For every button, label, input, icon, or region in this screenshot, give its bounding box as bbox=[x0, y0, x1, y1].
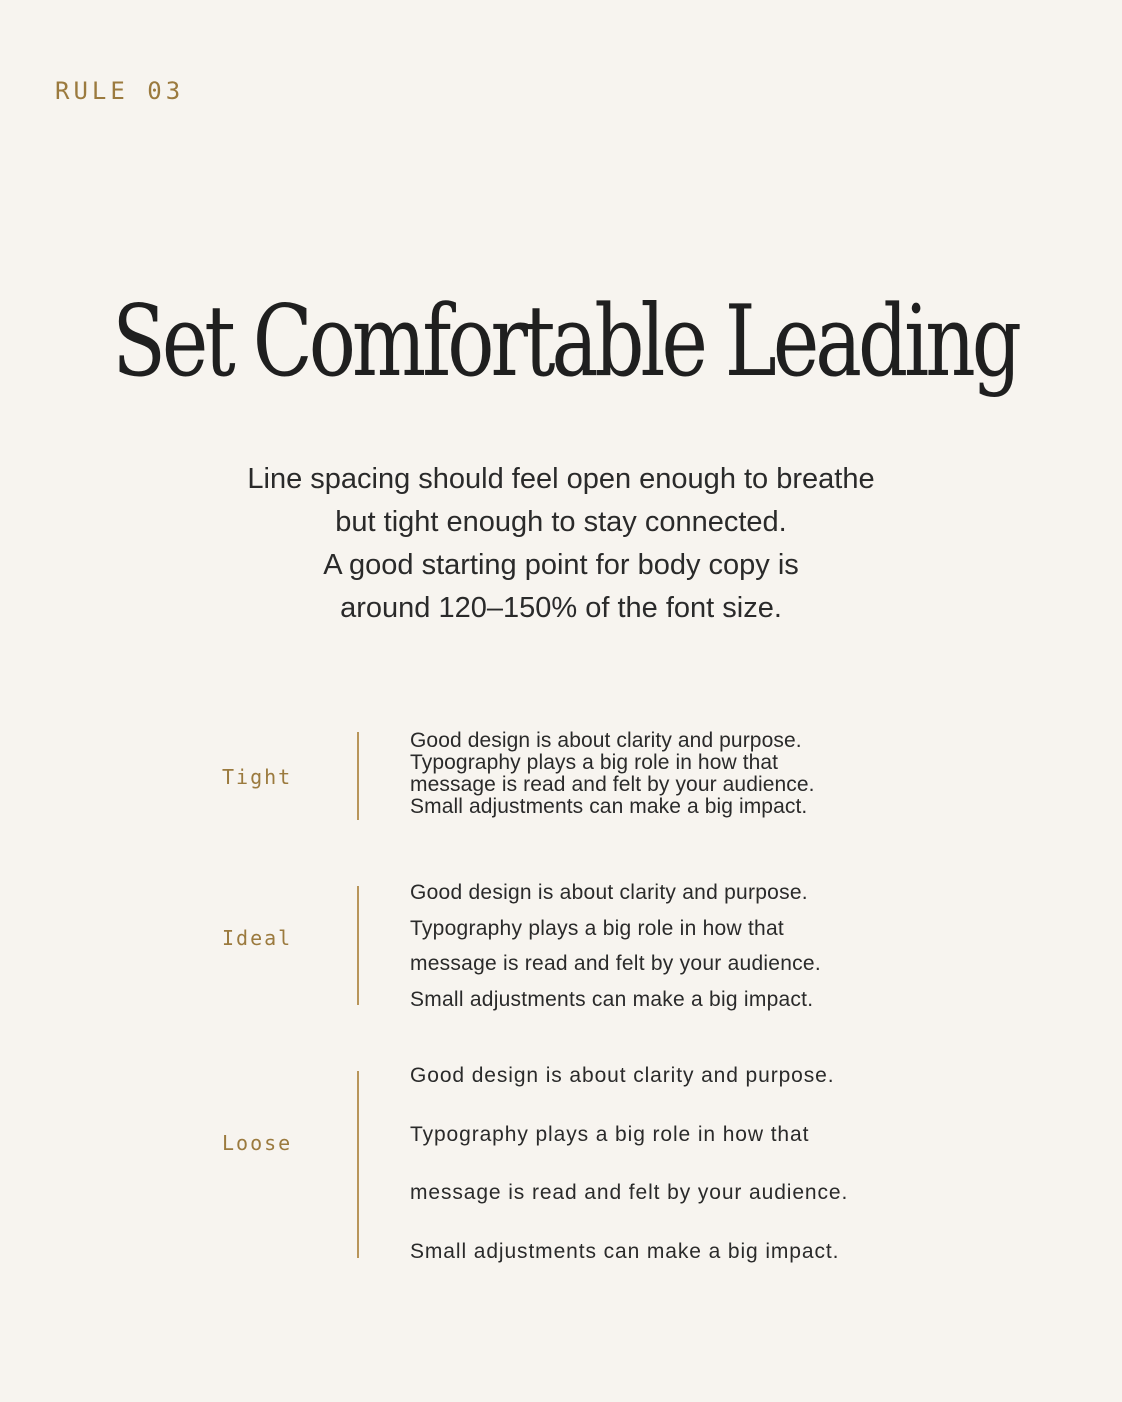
example-text-loose bbox=[410, 1047, 848, 1282]
example-line: Typography plays a big role in how that bbox=[410, 751, 779, 774]
example-text-tight bbox=[410, 730, 815, 818]
example-line: Small adjustments can make a big impact. bbox=[410, 987, 814, 1011]
page-title: Set Comfortable Leading bbox=[112, 285, 1018, 399]
example-line: Good design is about clarity and purpose. bbox=[410, 729, 802, 752]
example-text-ideal bbox=[410, 875, 821, 1017]
example-label-loose: Loose bbox=[222, 1131, 293, 1155]
example-line: message is read and felt by your audience. bbox=[410, 1181, 849, 1205]
example-divider bbox=[357, 732, 359, 820]
rule-number: RULE 03 bbox=[55, 77, 185, 105]
intro-line: around 120–150% of the font size. bbox=[340, 592, 782, 624]
example-line: message is read and felt by your audience. bbox=[410, 952, 821, 975]
example-divider bbox=[357, 1071, 359, 1258]
intro-line: A good starting point for body copy is bbox=[323, 549, 799, 581]
example-line: Good design is about clarity and purpose. bbox=[410, 881, 808, 904]
example-line: Small adjustments can make a big impact. bbox=[410, 795, 808, 818]
example-label-tight: Tight bbox=[222, 765, 293, 789]
intro-line: but tight enough to stay connected. bbox=[335, 506, 787, 538]
example-line: message is read and felt by your audience. bbox=[410, 773, 815, 796]
example-line: Typography plays a big role in how that bbox=[410, 916, 784, 940]
example-line: Small adjustments can make a big impact. bbox=[410, 1240, 840, 1264]
intro-paragraph bbox=[0, 458, 1122, 630]
example-line: Good design is about clarity and purpose. bbox=[410, 1064, 835, 1087]
example-line: Typography plays a big role in how that bbox=[410, 1122, 810, 1146]
example-divider bbox=[357, 886, 359, 1005]
example-label-ideal: Ideal bbox=[222, 926, 293, 950]
intro-line: Line spacing should feel open enough to breathe bbox=[247, 463, 875, 495]
